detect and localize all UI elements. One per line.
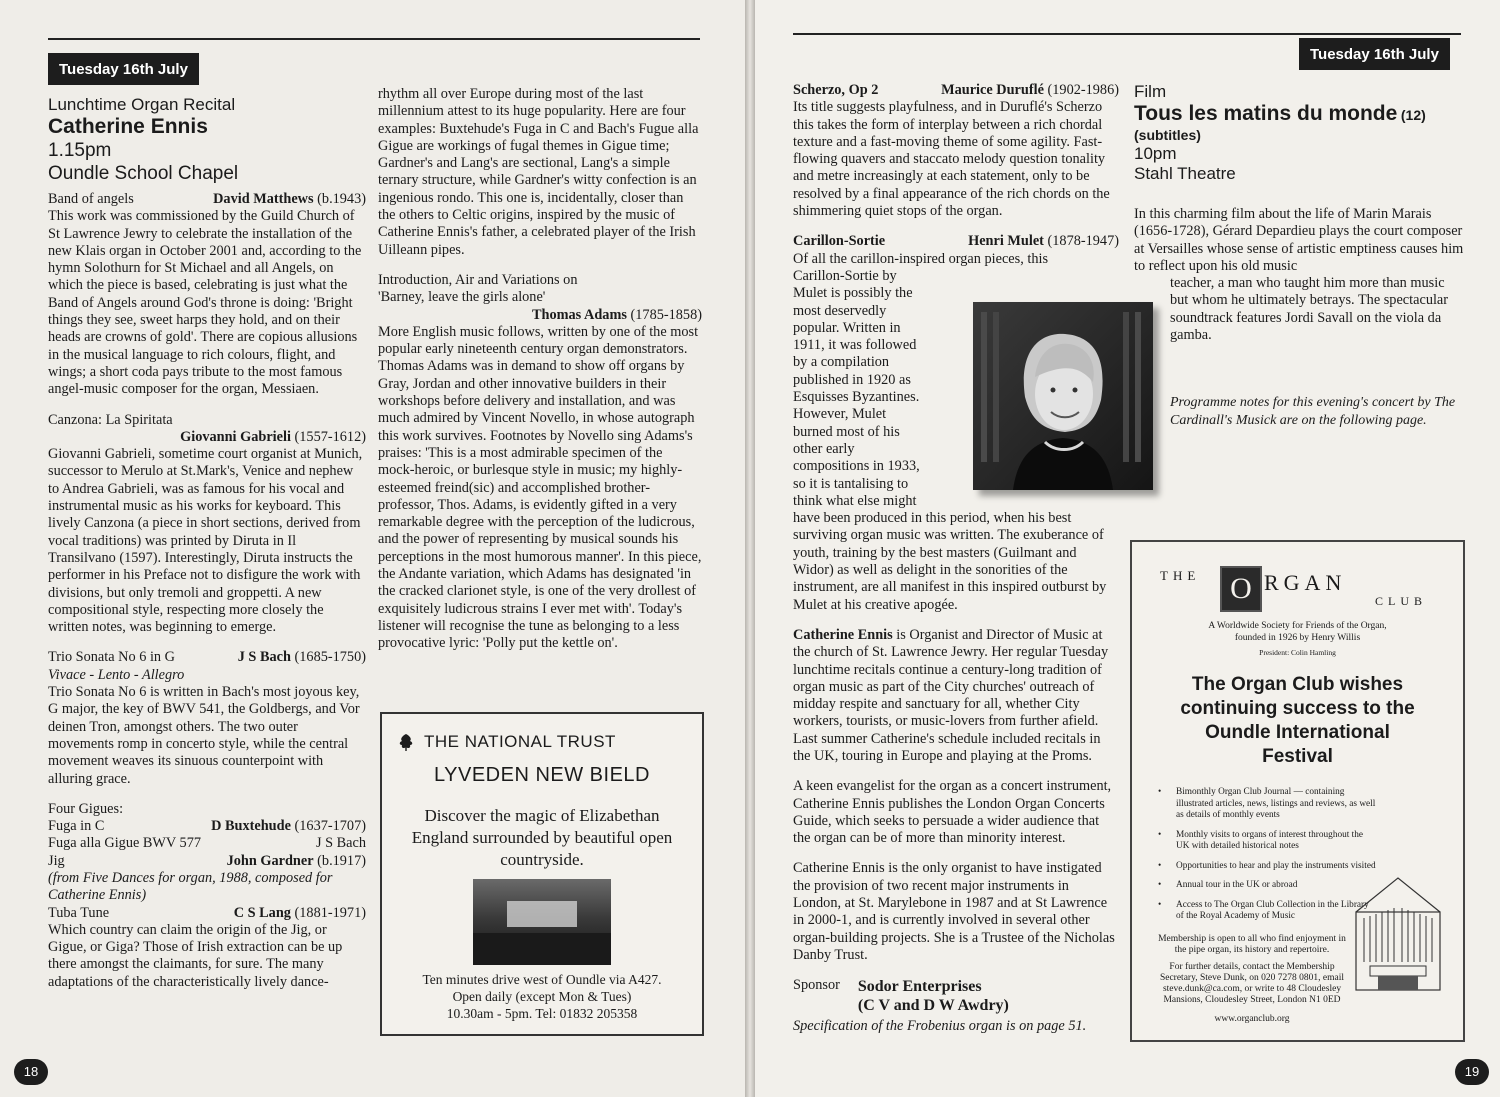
oak-leaf-icon [396,732,416,752]
composer-dates: (1557-1612) [294,428,366,445]
carillon-text-line: most deservedly [793,302,887,319]
work-title: Jig [48,852,65,869]
logo-club: CLUB [1375,594,1428,608]
film-time: 10pm [1134,144,1177,163]
logo-o-emblem: O [1220,566,1262,612]
carillon-text-line: burned most of his [793,423,900,440]
film-heading [1134,102,1464,126]
event-venue: Oundle School Chapel [48,163,239,184]
composer-dates: (1637-1707) [294,818,366,835]
club-contact: For further details, contact the Membership Secretary, Steve Dunk, on 020 7278 0801, email steve.dunk@ca.com, or write to 48 Cloudesley Mansions, Cloudesley Street, London N1 0ED [1159,962,1345,1005]
carillon-text-line: by a compilation [793,354,890,371]
work-notes: More English music follows, written by one of the most popular early nineteenth century organ demonstrators. Thomas Adams was in demand to show off organs by Gray, Jordan and other innovative builders in their workshops before delivery and installation, and was much admired by Vincent Novello, in whose autograph this work survives. Footnotes by Novello sing Adams's praises: 'This is a most admirable specimen of the mock-heroic, or burlesque style in music; my highly-esteemed freind(sic) and accomplished brother-professor, Thos. Adams, is evidently gifted in a very remarkable degree with the perception of the ludicrous, and the power of representing by musical sounds his perceptions in the most humorous manner'. In this piece, the Andante variation, which Adams has designated 'in the cracked clarionet style, is one of the very drollest of exquisitely ludicrous strains I ever met with'. Today's listener will recognise the tune as belonging to a less provocative lyric: 'Polly put the kettle on'. [378,323,702,652]
carillon-text-line: Esquisses Byzantines. [793,389,920,406]
bio-text: is Organist and Director of Music at the church of St. Lawrence Jewry. Her regular Tuesday lunchtime recitals continue a century-long tradition of organ music as part of the City churches' outreach of midday respite and sanctuary for all, whether City workers, tourists, or music-lovers from further afield. Last summer Catherine's schedule included recitals in the UK, touring in Europe and playing at the Proms. [793,626,1109,764]
organ-club-logo [1132,542,1463,620]
work-notes: Trio Sonata No 6 is written in Bach's most joyous key, G major, the key of BWV 541, the Goldbergs, and Vor deinen Tron, amongst others. The two outer movements romp in concerto style, while the central movement weaves its sinuous counterpoint with alluring grace. [48,684,360,787]
composer: Giovanni Gabrieli [180,428,291,445]
carillon-text-line: so it is tantalising to [793,475,909,492]
club-website: www.organclub.org [1214,1014,1290,1024]
work-title: Fuga alla Gigue BWV 577 [48,835,202,852]
programme-note: Programme notes for this evening's concert by The Cardinall's Musick are on the following page. [1170,395,1456,429]
composer: David Matthews [213,191,314,207]
gigue-item [48,853,366,870]
event-subtitle: Lunchtime Organ Recital [48,95,236,114]
club-benefit: • Bimonthly Organ Club Journal — containing illustrated articles, news, listings and reviews, as well as details of monthly events [1158,787,1378,822]
carillon-text-line: 1911, it was followed [793,337,917,354]
club-founded: founded in 1926 by Henry Willis [1234,633,1361,643]
gigue-item [48,818,366,835]
ad-opening: Open daily (except Mon & Tues) [452,989,632,1004]
club-president: President: Colin Hamling [1259,648,1336,657]
bio-name: Catherine Ennis [793,626,893,643]
composer-dates: (b.1917) [317,852,366,869]
club-benefit: • Annual tour in the UK or abroad [1158,880,1378,892]
right-column-2 [1134,82,1464,430]
work-title: Band of angels [48,191,134,207]
work-title: Canzona: La Spiritata [48,411,173,428]
date-tab: Tuesday 16th July [48,53,199,85]
carillon-text-line: Mulet is possibly the [793,285,913,302]
work-title: Fuga in C [48,818,105,835]
right-page [755,0,1500,1097]
carillon-text-line: However, Mulet [793,406,887,423]
organ-illustration [1350,872,1446,992]
film-title: Tous les matins du monde [1134,102,1398,125]
work-notes: Which country can claim the origin of the Jig, or Gigue, or Giga? Those of Irish extraction can be up there amongst the claimants, for sure. The many adaptations of the characteristically lively dance- [48,921,343,990]
club-benefit: • Opportunities to hear and play the instruments visited [1158,861,1378,873]
organ-club-ad [1130,540,1465,1042]
film-rating: (12) [1400,107,1426,123]
right-column-1 [793,82,1119,1036]
top-rule [793,33,1461,35]
work-title: Trio Sonata No 6 in G [48,649,175,666]
ad-contact: 10.30am - 5pm. Tel: 01832 205358 [446,1006,638,1021]
top-rule [48,38,700,40]
film-synopsis-cont: teacher, a man who taught him more than music but whom he ultimately betrays. The spectacular soundtrack features Jordi Savall on the viola da gamba. [1170,275,1449,344]
composer-dates: (b.1943) [317,191,366,207]
carillon-text-line: compositions in 1933, [793,458,920,475]
page-gutter [745,0,755,1097]
composer-dates: (1881-1971) [294,904,366,921]
ad-photo [473,879,611,965]
carillon-text-line: other early [793,440,855,457]
composer: Henri Mulet [968,233,1044,250]
left-column-1 [48,95,366,1004]
composer: J S Bach [237,649,291,666]
performer-photo [973,302,1153,490]
composer: Maurice Duruflé [941,82,1044,98]
carillon-text-line: published in 1920 as [793,371,911,388]
bio-paragraph: Catherine Ennis is the only organist to have instigated the provision of two recent major instruments in London, at St. Marylebone in 1987 and at St Lawrence in 2000-1, and is currently involved in several other organ-building projects. She is a Trustee of the Nicholas Danby Trust. [793,860,1115,963]
carillon-text-line: popular. Written in [793,319,901,336]
sponsor-detail: (C V and D W Awdry) [857,997,1009,1015]
event-time: 1.15pm [48,140,112,161]
film-label: Film [1134,82,1167,101]
club-membership: Membership is open to all who find enjoyment in the pipe organ, its history and repertoire. [1158,934,1346,955]
club-benefit: • Monthly visits to organs of interest throughout the UK with detailed historical notes [1158,830,1378,853]
work-notes: have been produced in this period, when his best surviving organ music was written. The exuberance of youth, training by the best masters (Guilmant and Widor) as well as delight in the sonorities of the instrument, are all manifest in this inspired outburst by Mulet at his creative apogée. [793,510,1107,613]
ad-title: LYVEDEN NEW BIELD [434,764,650,786]
ad-tagline: Discover the magic of Elizabethan England surrounded by beautiful open countryside. [411,806,673,869]
carillon-text-line: Carillon-Sortie by [793,267,897,284]
gigue-item [48,905,366,922]
club-benefits-list [1158,787,1378,931]
logo-the: THE [1160,568,1201,583]
work-heading [793,82,1119,99]
carillon-text-line: think what else might [793,492,917,509]
work-notes: rhythm all over Europe during most of the last millennium attest to its huge popularity. Here are four examples: Buxtehude's Fuga in C and Bach's Fugue alla Gigue are workings of fugal themes in Gigue time; Gardner's and Lang's are sectional, Lang's a simple ternary structure, while Gardner's witty confection is an ingenious rondo. This one is, incidentally, closer than the others to Celtic origins, inspired by the music of Catherine Ennis's father, a celebrated player of the Irish Uilleann pipes. [378,86,699,258]
work-title: Scherzo, Op 2 [793,82,879,98]
ad-org-heading [396,732,702,752]
page-number: 19 [1455,1059,1489,1085]
movements: Vivace - Lento - Allegro [48,666,185,683]
work-heading [48,191,366,208]
film-subtitles: (subtitles) [1134,127,1201,143]
left-column-2 [378,86,702,666]
left-page [0,0,745,1097]
water-shape [473,933,611,965]
composer: Thomas Adams [531,306,627,323]
page-number: 18 [14,1059,48,1085]
date-tab: Tuesday 16th July [1299,38,1450,70]
bio-paragraph [793,627,1119,765]
carillon-text-line: Of all the carillon-inspired organ pieces, this [793,250,1049,267]
ad-org-name: THE NATIONAL TRUST [424,732,616,751]
work-title: Introduction, Air and Variations on [378,271,578,288]
event-title: Catherine Ennis [48,115,208,138]
composer: John Gardner [226,852,314,869]
gigue-item [48,835,366,852]
work-title: Tuba Tune [48,904,110,921]
spec-note: Specification of the Frobenius organ is on page 51. [793,1018,1087,1035]
composer-dates: (1878-1947) [1047,233,1119,250]
portrait-image [973,302,1153,490]
work-title: Carillon-Sortie [793,233,886,250]
composer: D Buxtehude [211,818,291,835]
club-benefit: • Access to The Organ Club Collection in the Library of the Royal Academy of Music [1158,900,1378,923]
logo-rgan: RGAN [1264,570,1347,595]
club-description: A Worldwide Society for Friends of the Organ, [1208,621,1387,631]
national-trust-ad [380,712,704,1036]
work-notes: Giovanni Gabrieli, sometime court organist at Munich, successor to Merulo at St.Mark's, Venice and nephew to Andrea Gabrieli, was as famous for his vocal and instrumental music as his works for keyboard. This lively Canzona (a piece in short sections, derived from vocal traditions) was printed by Diruta in Il Transilvano (1597). Interestingly, Diruta instructs the performer in his Preface not to disfigure the work with divisions, but only tremoli and groppetti. A new compositional style, respecting more closely the written notes, was beginning to emerge. [48,446,363,636]
club-headline: The Organ Club wishes continuing success to the Oundle International Festival [1180,674,1415,767]
bio-paragraph: A keen evangelist for the organ as a concert instrument, Catherine Ennis publishes the London Organ Concerts Guide, which seeks to persuade a wider audience that the organ can be of more than minority interest. [793,778,1112,847]
work-title-line2: 'Barney, leave the girls alone' [378,289,546,306]
sponsor-name: Sodor Enterprises [857,978,982,996]
sponsor-label: Sponsor [793,977,840,994]
composer-dates: (1685-1750) [294,649,366,666]
gigues-heading: Four Gigues: [48,800,124,817]
composer: C S Lang [233,904,291,921]
work-heading [793,233,1119,250]
gigue-note: (from Five Dances for organ, 1988, composed for Catherine Ennis) [48,869,333,904]
sponsor-block [793,977,1119,1015]
composer-dates: (1902-1986) [1047,82,1119,98]
work-notes: This work was commissioned by the Guild Church of St Lawrence Jewry to celebrate the installation of the new Klais organ in October 2001 and, according to the hymn Solothurn for St Michael and all Angels, on which the piece is based, celebrating is just what the Band of Angels around God's throne is doing: 'Bright things they see, sweet harps they hold, and on their heads are crowns of gold'. There are copious allusions in the musical language to rich colours, flight, and wings; a short coda pays tribute to the most famous angel-music composer for the organ, Messiaen. [48,208,362,398]
ad-directions: Ten minutes drive west of Oundle via A427. [422,972,662,987]
work-heading [48,649,366,666]
film-synopsis: In this charming film about the life of Marin Marais (1656-1728), Gérard Depardieu plays the court composer at Versailles whose sense of artistic emptiness causes him to reflect upon his old music [1134,206,1464,274]
film-venue: Stahl Theatre [1134,164,1236,183]
building-shape [507,901,577,927]
composer: J S Bach [315,835,366,852]
work-notes: Its title suggests playfulness, and in Duruflé's Scherzo this takes the form of interplay between a rich chordal texture and a fast-moving theme of some agility. Fast-flowing quavers and staccato melody question tonality and metre increasingly at each statement, only to be resolved by a final appearance of the rich chords on the shimmering quiet stops of the organ. [793,99,1110,220]
composer-dates: (1785-1858) [630,306,702,323]
